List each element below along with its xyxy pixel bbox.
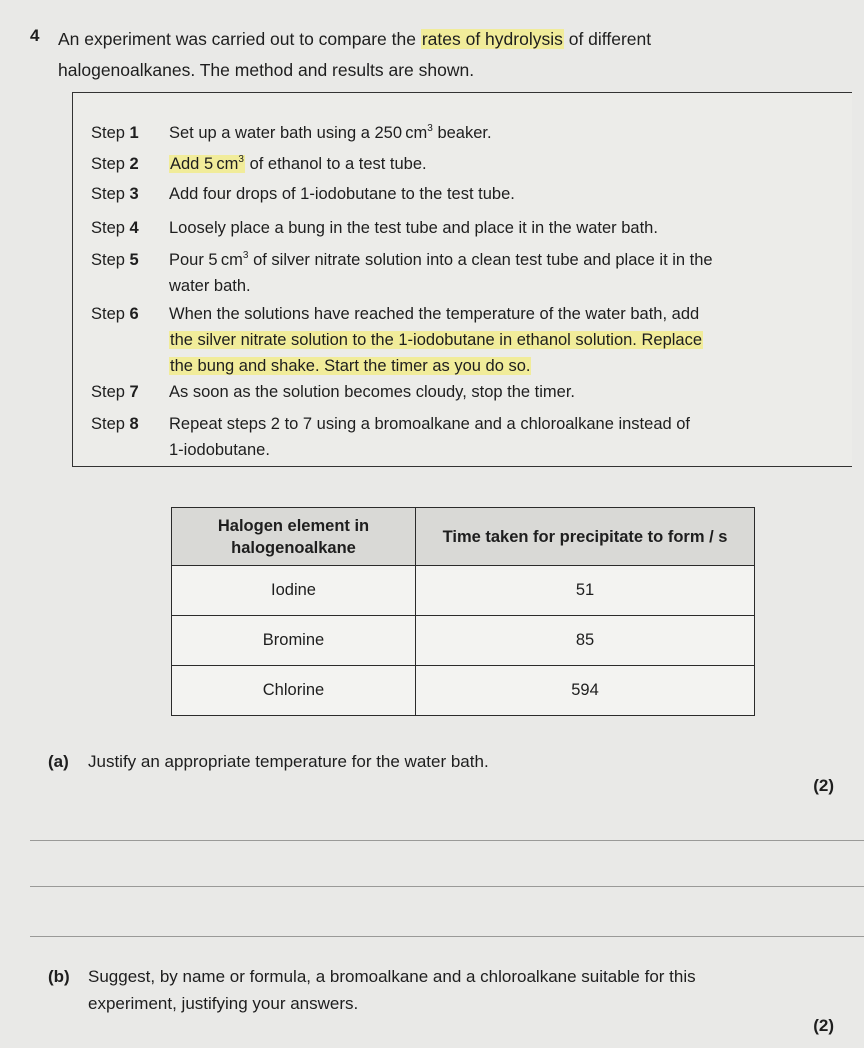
step-word: Step (91, 124, 125, 142)
step-text-line-2: 1-iodobutane. (169, 441, 270, 459)
cell-time: 85 (416, 616, 755, 666)
step-text: As soon as the solution becomes cloudy, stop the timer. (169, 383, 575, 401)
table-row (172, 566, 755, 616)
cell-element: Iodine (172, 566, 416, 616)
header-time-taken: Time taken for precipitate to form / s (416, 508, 755, 566)
step-text-end: of silver nitrate solution into a clean test tube and place it in the (248, 251, 713, 269)
step-number: 1 (129, 124, 139, 142)
step-text: Add 5 cm (170, 155, 239, 173)
part-b-label: (b) (48, 967, 70, 986)
step-word: Step (91, 305, 125, 323)
intro-line-2: halogenoalkanes. The method and results are shown. (58, 60, 475, 80)
part-a-label: (a) (48, 752, 69, 771)
step-text-line-2: the silver nitrate solution to the 1-iodobutane in ethanol solution. Replace (170, 331, 703, 349)
results-table (171, 507, 755, 716)
answer-line[interactable] (30, 886, 864, 887)
cell-time: 594 (416, 666, 755, 716)
step-text: When the solutions have reached the temperature of the water bath, add (169, 305, 700, 323)
method-box (72, 92, 852, 467)
cell-time: 51 (416, 566, 755, 616)
step-text-end: of ethanol to a test tube. (244, 155, 427, 173)
step-word: Step (91, 383, 125, 401)
intro-text-start: An experiment was carried out to compare the (58, 29, 421, 49)
step-text: Set up a water bath using a 250 cm (169, 124, 428, 142)
superscript: 3 (242, 250, 249, 261)
step-text: Add four drops of 1-iodobutane to the test tube. (169, 185, 515, 203)
table-row (172, 616, 755, 666)
question-intro (58, 24, 818, 86)
step-number: 7 (129, 383, 139, 401)
step-number: 2 (129, 155, 139, 173)
step-number: 6 (129, 305, 139, 323)
part-b-marks: (2) (813, 1016, 834, 1035)
step-text-highlight (169, 155, 245, 173)
step-text-line-3: the bung and shake. Start the timer as you do so. (170, 357, 531, 375)
step-word: Step (91, 219, 125, 237)
step-text-line-2: water bath. (169, 277, 251, 295)
superscript: 3 (238, 154, 244, 165)
part-a-marks: (2) (813, 776, 834, 795)
header-text-line-1: Halogen element in (217, 516, 370, 535)
table-row (172, 666, 755, 716)
step-word: Step (91, 415, 125, 433)
step-number: 4 (129, 219, 139, 237)
cell-element: Bromine (172, 616, 416, 666)
header-halogen-element (172, 508, 416, 566)
step-text: Pour 5 cm (169, 251, 243, 269)
cell-element: Chlorine (172, 666, 416, 716)
step-number: 5 (129, 251, 139, 269)
intro-highlight: rates of hydrolysis (421, 29, 563, 49)
table-header-row (172, 508, 755, 566)
header-text-line-2: halogenoalkane (231, 538, 356, 557)
step-number: 8 (129, 415, 139, 433)
intro-text-end: of different (563, 29, 652, 49)
step-number: 3 (129, 185, 139, 203)
step-text: Loosely place a bung in the test tube and place it in the water bath. (169, 219, 658, 237)
answer-line[interactable] (30, 840, 864, 841)
step-text-end: beaker. (432, 124, 492, 142)
step-word: Step (91, 155, 125, 173)
step-word: Step (91, 185, 125, 203)
superscript: 3 (427, 123, 433, 134)
part-b-text-line-2: experiment, justifying your answers. (88, 994, 359, 1013)
part-a-text: Justify an appropriate temperature for the water bath. (88, 752, 489, 771)
question-number: 4 (30, 26, 40, 45)
answer-line[interactable] (30, 936, 864, 937)
part-b-text-line-1: Suggest, by name or formula, a bromoalkane and a chloroalkane suitable for this (88, 967, 696, 986)
step-word: Step (91, 251, 125, 269)
step-text: Repeat steps 2 to 7 using a bromoalkane and a chloroalkane instead of (169, 415, 691, 433)
